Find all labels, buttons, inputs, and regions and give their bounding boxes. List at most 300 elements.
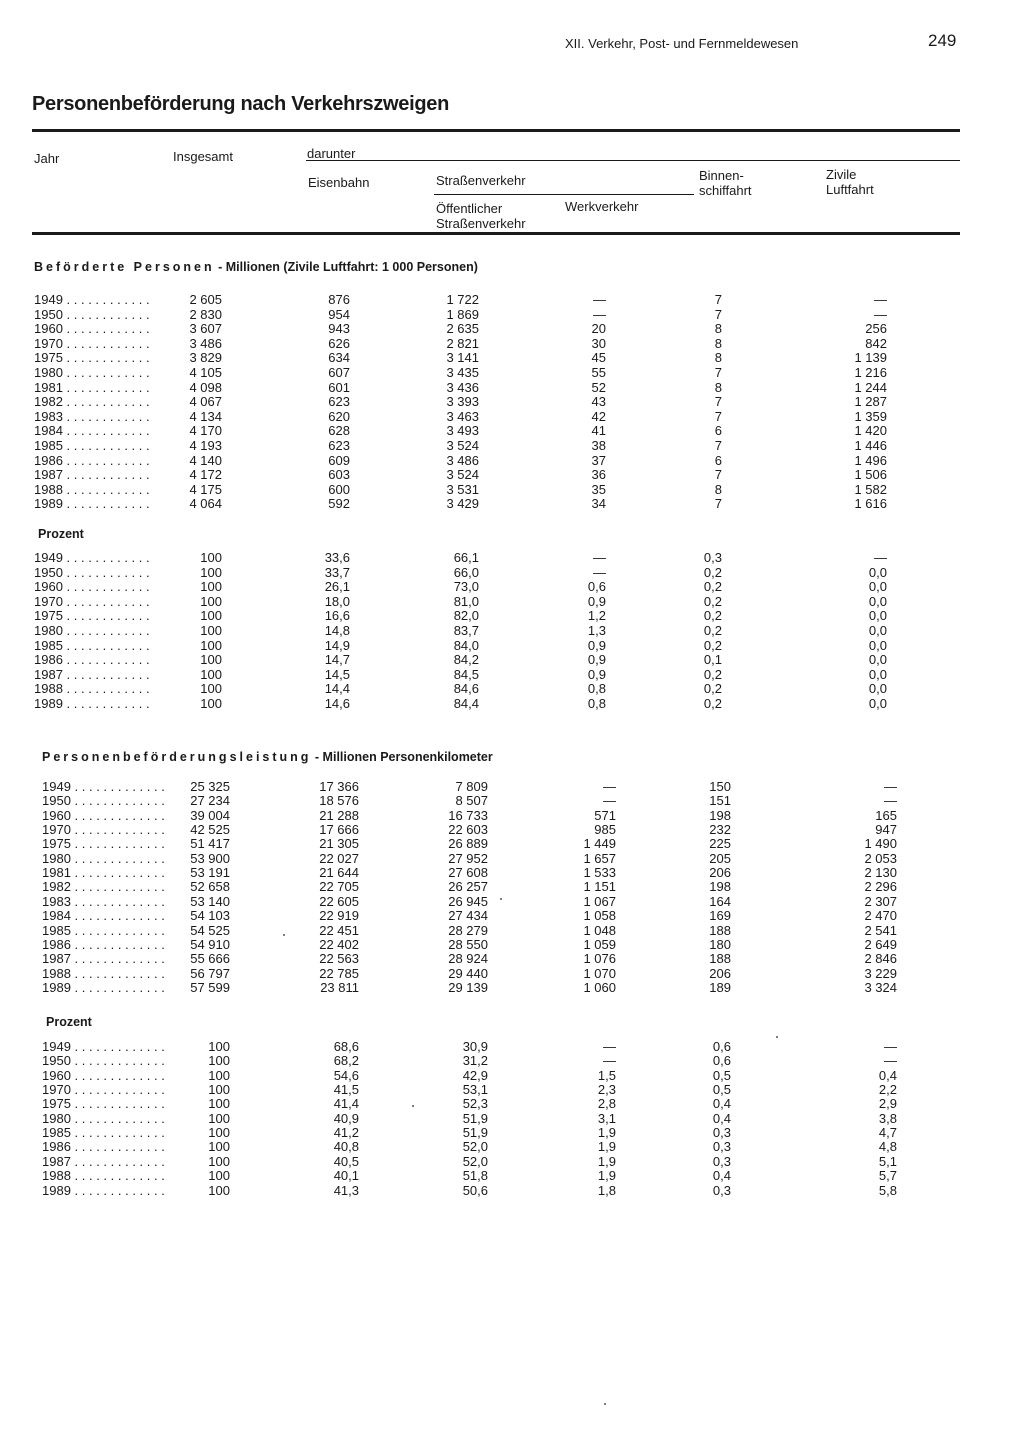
table-row: [0, 351, 1024, 365]
zivile-luftfahrt-cell: 3 324: [864, 979, 897, 995]
eisenbahn-cell: 21 288: [319, 807, 359, 823]
insgesamt-cell: 100: [208, 1139, 230, 1155]
zivile-luftfahrt-cell: —: [884, 1039, 897, 1054]
insgesamt-cell: 100: [200, 550, 222, 565]
oeffentlicher-strassenverkehr-cell: 53,1: [462, 1082, 488, 1098]
zivile-luftfahrt-cell: 2 296: [864, 879, 897, 895]
eisenbahn-cell: 22 705: [319, 879, 359, 895]
zivile-luftfahrt-cell: 0,0: [868, 623, 887, 638]
scan-speck: [283, 934, 285, 936]
binnenschiffahrt-cell: 0,3: [712, 1139, 731, 1155]
eisenbahn-cell: 21 305: [319, 836, 359, 852]
col-header-zivile-line1: Zivile: [826, 167, 857, 182]
table-row: [0, 624, 1024, 638]
section-title-spaced: Beförderte Personen: [34, 260, 215, 274]
page-number: 249: [928, 31, 957, 50]
insgesamt-cell: 100: [200, 681, 222, 697]
oeffentlicher-strassenverkehr-cell: 28 279: [448, 922, 488, 938]
binnenschiffahrt-cell: 0,4: [712, 1168, 731, 1184]
werkverkehr-cell: 2,3: [597, 1082, 616, 1098]
oeffentlicher-strassenverkehr-cell: 3 486: [446, 452, 479, 468]
year-cell: 1988 . . .: [42, 1169, 164, 1183]
binnenschiffahrt-cell: 8: [714, 321, 722, 337]
werkverkehr-cell: 20: [591, 321, 606, 337]
year-cell: 1989 . . .: [34, 697, 154, 711]
insgesamt-cell: 4 098: [189, 379, 222, 395]
year-cell: 1970 . . .: [34, 337, 154, 351]
werkverkehr-cell: 1,3: [587, 623, 606, 638]
zivile-luftfahrt-cell: 0,0: [868, 637, 887, 653]
table-row: [0, 837, 1024, 851]
werkverkehr-cell: 985: [594, 822, 616, 838]
table-row: [0, 780, 1024, 794]
insgesamt-cell: 100: [208, 1125, 230, 1141]
table-row: [0, 895, 1024, 909]
table-row: [0, 395, 1024, 409]
zivile-luftfahrt-cell: 0,0: [868, 608, 887, 624]
eisenbahn-cell: 14,9: [324, 637, 350, 653]
werkverkehr-cell: —: [603, 793, 616, 809]
binnenschiffahrt-cell: 0,6: [712, 1053, 731, 1069]
werkverkehr-cell: 42: [591, 408, 606, 424]
werkverkehr-cell: 1 067: [583, 893, 616, 909]
oeffentlicher-strassenverkehr-cell: 52,3: [462, 1096, 488, 1112]
oeffentlicher-strassenverkehr-cell: 3 141: [446, 350, 479, 366]
oeffentlicher-strassenverkehr-cell: 27 608: [448, 865, 488, 881]
werkverkehr-cell: 0,9: [587, 593, 606, 609]
werkverkehr-cell: 0,8: [587, 696, 606, 711]
table-row: [0, 1184, 1024, 1198]
insgesamt-cell: 3 829: [189, 350, 222, 366]
running-head: XII. Verkehr, Post- und Fernmeldewesen: [565, 36, 799, 51]
oeffentlicher-strassenverkehr-cell: 3 435: [446, 365, 479, 380]
table-row: [0, 337, 1024, 351]
zivile-luftfahrt-cell: 5,7: [878, 1168, 897, 1184]
oeffentlicher-strassenverkehr-cell: 26 889: [448, 836, 488, 852]
oeffentlicher-strassenverkehr-cell: 7 809: [455, 779, 488, 794]
werkverkehr-cell: 1 060: [583, 979, 616, 995]
binnenschiffahrt-cell: 8: [714, 379, 722, 395]
oeffentlicher-strassenverkehr-cell: 84,6: [453, 681, 479, 697]
eisenbahn-cell: 33,7: [324, 564, 350, 580]
zivile-luftfahrt-cell: 1 506: [854, 467, 887, 483]
eisenbahn-cell: 41,3: [333, 1182, 359, 1198]
oeffentlicher-strassenverkehr-cell: 2 821: [446, 335, 479, 351]
binnenschiffahrt-cell: 150: [709, 779, 731, 794]
werkverkehr-cell: 1 449: [583, 836, 616, 852]
binnenschiffahrt-cell: 232: [709, 822, 731, 838]
werkverkehr-cell: 2,8: [597, 1096, 616, 1112]
section-title-rest: - Millionen (Zivile Luftfahrt: 1 000 Personen): [214, 260, 478, 274]
zivile-luftfahrt-cell: 2 649: [864, 936, 897, 952]
insgesamt-cell: 4 064: [189, 496, 222, 512]
table-row: [0, 794, 1024, 808]
zivile-luftfahrt-cell: 2 541: [864, 922, 897, 938]
werkverkehr-cell: 35: [591, 481, 606, 497]
table-row: [0, 580, 1024, 594]
table-row: [0, 639, 1024, 653]
eisenbahn-cell: 17 666: [319, 822, 359, 838]
eisenbahn-cell: 14,4: [324, 681, 350, 697]
binnenschiffahrt-cell: 198: [709, 807, 731, 823]
werkverkehr-cell: 30: [591, 335, 606, 351]
year-cell: 1989 . . .: [42, 981, 164, 995]
binnenschiffahrt-cell: 8: [714, 335, 722, 351]
insgesamt-cell: 4 175: [189, 481, 222, 497]
werkverkehr-cell: 1 058: [583, 908, 616, 924]
insgesamt-cell: 25 325: [190, 779, 230, 794]
section-title-rest: - Millionen Personenkilometer: [311, 750, 493, 764]
year-cell: 1982 . . .: [34, 395, 154, 409]
werkverkehr-cell: 36: [591, 467, 606, 483]
binnenschiffahrt-cell: 0,3: [712, 1182, 731, 1198]
year-cell: 1981 . . .: [42, 866, 164, 880]
year-cell: 1988 . . .: [42, 967, 164, 981]
year-cell: 1949 . . .: [34, 551, 154, 565]
col-header-strassenverkehr: Straßenverkehr: [436, 173, 526, 188]
insgesamt-cell: 3 607: [189, 321, 222, 337]
section-title-personenbefoerderungsleistung: [42, 750, 493, 764]
binnenschiffahrt-cell: 7: [714, 306, 722, 322]
zivile-luftfahrt-cell: 1 216: [854, 365, 887, 380]
insgesamt-cell: 53 191: [190, 865, 230, 881]
zivile-luftfahrt-cell: 0,0: [868, 652, 887, 668]
binnenschiffahrt-cell: 205: [709, 850, 731, 866]
werkverkehr-cell: —: [593, 292, 606, 307]
binnenschiffahrt-cell: 0,3: [712, 1153, 731, 1169]
zivile-luftfahrt-cell: 1 496: [854, 452, 887, 468]
insgesamt-cell: 100: [200, 579, 222, 595]
insgesamt-cell: 100: [200, 652, 222, 668]
rule-darunter: [306, 160, 960, 161]
year-cell: 1985 . . .: [34, 439, 154, 453]
insgesamt-cell: 4 170: [189, 423, 222, 439]
insgesamt-cell: 100: [208, 1168, 230, 1184]
oeffentlicher-strassenverkehr-cell: 3 493: [446, 423, 479, 439]
table-row: [0, 1069, 1024, 1083]
binnenschiffahrt-cell: 0,3: [703, 550, 722, 565]
year-cell: 1980 . . .: [34, 624, 154, 638]
eisenbahn-cell: 22 919: [319, 908, 359, 924]
oeffentlicher-strassenverkehr-cell: 73,0: [453, 579, 479, 595]
zivile-luftfahrt-cell: 0,0: [868, 593, 887, 609]
eisenbahn-cell: 40,8: [333, 1139, 359, 1155]
eisenbahn-cell: 609: [328, 452, 350, 468]
oeffentlicher-strassenverkehr-cell: 50,6: [462, 1182, 488, 1198]
werkverkehr-cell: 3,1: [597, 1110, 616, 1126]
oeffentlicher-strassenverkehr-cell: 3 463: [446, 408, 479, 424]
werkverkehr-cell: 1,9: [597, 1168, 616, 1184]
insgesamt-cell: 100: [208, 1182, 230, 1198]
oeffentlicher-strassenverkehr-cell: 30,9: [462, 1039, 488, 1054]
year-cell: 1988 . . .: [34, 682, 154, 696]
table-row: [0, 1083, 1024, 1097]
col-header-insgesamt: Insgesamt: [173, 149, 233, 164]
oeffentlicher-strassenverkehr-cell: 26 257: [448, 879, 488, 895]
zivile-luftfahrt-cell: 1 420: [854, 423, 887, 439]
binnenschiffahrt-cell: 164: [709, 893, 731, 909]
werkverkehr-cell: —: [593, 564, 606, 580]
zivile-luftfahrt-cell: 2,2: [878, 1082, 897, 1098]
werkverkehr-cell: 55: [591, 365, 606, 380]
zivile-luftfahrt-cell: 256: [865, 321, 887, 337]
eisenbahn-cell: 634: [328, 350, 350, 366]
oeffentlicher-strassenverkehr-cell: 66,0: [453, 564, 479, 580]
oeffentlicher-strassenverkehr-cell: 3 429: [446, 496, 479, 512]
table-row: [0, 424, 1024, 438]
werkverkehr-cell: 1,5: [597, 1067, 616, 1083]
zivile-luftfahrt-cell: 947: [875, 822, 897, 838]
insgesamt-cell: 2 605: [189, 292, 222, 307]
insgesamt-cell: 52 658: [190, 879, 230, 895]
table-row: [0, 852, 1024, 866]
zivile-luftfahrt-cell: 2 470: [864, 908, 897, 924]
eisenbahn-cell: 14,7: [324, 652, 350, 668]
table-row: [0, 595, 1024, 609]
insgesamt-cell: 4 067: [189, 394, 222, 410]
table-title: Personenbeförderung nach Verkehrszweigen: [32, 93, 450, 115]
oeffentlicher-strassenverkehr-cell: 2 635: [446, 321, 479, 337]
oeffentlicher-strassenverkehr-cell: 51,9: [462, 1125, 488, 1141]
table-row: [0, 682, 1024, 696]
eisenbahn-cell: 17 366: [319, 779, 359, 794]
table-row: [0, 566, 1024, 580]
insgesamt-cell: 100: [200, 696, 222, 711]
insgesamt-cell: 2 830: [189, 306, 222, 322]
table-row: [0, 1112, 1024, 1126]
insgesamt-cell: 54 525: [190, 922, 230, 938]
col-header-zivile-luftfahrt: [826, 167, 874, 197]
eisenbahn-cell: 876: [328, 292, 350, 307]
zivile-luftfahrt-cell: 2 130: [864, 865, 897, 881]
eisenbahn-cell: 22 402: [319, 936, 359, 952]
section-2-percent-title: Prozent: [46, 1015, 92, 1029]
table-row: [0, 293, 1024, 307]
year-cell: 1982 . . .: [42, 880, 164, 894]
table-row: [0, 454, 1024, 468]
zivile-luftfahrt-cell: —: [874, 306, 887, 322]
year-cell: 1984 . . .: [42, 909, 164, 923]
zivile-luftfahrt-cell: 1 359: [854, 408, 887, 424]
binnenschiffahrt-cell: 0,3: [712, 1125, 731, 1141]
table-row: [0, 981, 1024, 995]
table-row: [0, 439, 1024, 453]
binnenschiffahrt-cell: 7: [714, 496, 722, 512]
eisenbahn-cell: 954: [328, 306, 350, 322]
binnenschiffahrt-cell: 198: [709, 879, 731, 895]
eisenbahn-cell: 18 576: [319, 793, 359, 809]
binnenschiffahrt-cell: 7: [714, 438, 722, 453]
zivile-luftfahrt-cell: 1 446: [854, 438, 887, 453]
werkverkehr-cell: 45: [591, 350, 606, 366]
year-cell: 1989 . . .: [34, 497, 154, 511]
werkverkehr-cell: —: [593, 306, 606, 322]
eisenbahn-cell: 628: [328, 423, 350, 439]
insgesamt-cell: 4 105: [189, 365, 222, 380]
binnenschiffahrt-cell: 0,2: [703, 637, 722, 653]
binnenschiffahrt-cell: 7: [714, 365, 722, 380]
year-cell: 1987 . . .: [34, 668, 154, 682]
col-header-zivile-line2: Luftfahrt: [826, 182, 874, 197]
oeffentlicher-strassenverkehr-cell: 3 531: [446, 481, 479, 497]
binnenschiffahrt-cell: 7: [714, 394, 722, 410]
year-cell: 1986 . . .: [42, 938, 164, 952]
eisenbahn-cell: 607: [328, 365, 350, 380]
eisenbahn-cell: 592: [328, 496, 350, 512]
zivile-luftfahrt-cell: 1 490: [864, 836, 897, 852]
year-cell: 1985 . . .: [34, 639, 154, 653]
scan-speck: [500, 898, 502, 900]
oeffentlicher-strassenverkehr-cell: 51,9: [462, 1110, 488, 1126]
insgesamt-cell: 57 599: [190, 979, 230, 995]
year-cell: 1950 . . .: [34, 566, 154, 580]
insgesamt-cell: 3 486: [189, 335, 222, 351]
werkverkehr-cell: 0,9: [587, 637, 606, 653]
oeffentlicher-strassenverkehr-cell: 83,7: [453, 623, 479, 638]
oeffentlicher-strassenverkehr-cell: 66,1: [453, 550, 479, 565]
table-row: [0, 697, 1024, 711]
werkverkehr-cell: 571: [594, 807, 616, 823]
oeffentlicher-strassenverkehr-cell: 3 393: [446, 394, 479, 410]
insgesamt-cell: 100: [208, 1082, 230, 1098]
werkverkehr-cell: 43: [591, 394, 606, 410]
table-row: [0, 381, 1024, 395]
eisenbahn-cell: 14,8: [324, 623, 350, 638]
insgesamt-cell: 100: [208, 1110, 230, 1126]
insgesamt-cell: 100: [200, 666, 222, 682]
binnenschiffahrt-cell: 189: [709, 979, 731, 995]
year-cell: 1983 . . .: [42, 895, 164, 909]
zivile-luftfahrt-cell: 2 846: [864, 951, 897, 967]
year-cell: 1980 . . .: [34, 366, 154, 380]
eisenbahn-cell: 41,2: [333, 1125, 359, 1141]
oeffentlicher-strassenverkehr-cell: 28 550: [448, 936, 488, 952]
werkverkehr-cell: 1 151: [583, 879, 616, 895]
table-row: [0, 1169, 1024, 1183]
year-cell: 1950 . . .: [42, 1054, 164, 1068]
table-row: [0, 609, 1024, 623]
eisenbahn-cell: 623: [328, 394, 350, 410]
oeffentlicher-strassenverkehr-cell: 81,0: [453, 593, 479, 609]
werkverkehr-cell: 41: [591, 423, 606, 439]
year-cell: 1960 . . .: [42, 809, 164, 823]
zivile-luftfahrt-cell: 0,0: [868, 681, 887, 697]
year-cell: 1960 . . .: [34, 322, 154, 336]
oeffentlicher-strassenverkehr-cell: 27 434: [448, 908, 488, 924]
zivile-luftfahrt-cell: 4,7: [878, 1125, 897, 1141]
scan-speck: [776, 1036, 778, 1038]
binnenschiffahrt-cell: 0,2: [703, 593, 722, 609]
oeffentlicher-strassenverkehr-cell: 52,0: [462, 1139, 488, 1155]
table-row: [0, 866, 1024, 880]
table-row: [0, 1140, 1024, 1154]
table-row: [0, 308, 1024, 322]
eisenbahn-cell: 41,4: [333, 1096, 359, 1112]
year-cell: 1980 . . .: [42, 852, 164, 866]
table-row: [0, 809, 1024, 823]
zivile-luftfahrt-cell: 4,8: [878, 1139, 897, 1155]
scan-speck: [412, 1105, 414, 1107]
year-cell: 1949 . . .: [34, 293, 154, 307]
zivile-luftfahrt-cell: 1 244: [854, 379, 887, 395]
col-header-oeffentlicher-line1: Öffentlicher: [436, 201, 503, 216]
year-cell: 1986 . . .: [42, 1140, 164, 1154]
insgesamt-cell: 53 900: [190, 850, 230, 866]
col-header-binnenschiffahrt: [699, 168, 752, 198]
binnenschiffahrt-cell: 7: [714, 408, 722, 424]
werkverkehr-cell: —: [603, 1053, 616, 1069]
year-cell: 1975 . . .: [34, 609, 154, 623]
eisenbahn-cell: 620: [328, 408, 350, 424]
table-row: [0, 880, 1024, 894]
insgesamt-cell: 100: [200, 637, 222, 653]
year-cell: 1989 . . .: [42, 1184, 164, 1198]
werkverkehr-cell: 1 059: [583, 936, 616, 952]
eisenbahn-cell: 623: [328, 438, 350, 453]
binnenschiffahrt-cell: 0,4: [712, 1110, 731, 1126]
binnenschiffahrt-cell: 225: [709, 836, 731, 852]
werkverkehr-cell: 0,9: [587, 652, 606, 668]
oeffentlicher-strassenverkehr-cell: 1 722: [446, 292, 479, 307]
binnenschiffahrt-cell: 7: [714, 292, 722, 307]
insgesamt-cell: 27 234: [190, 793, 230, 809]
table-row: [0, 410, 1024, 424]
year-cell: 1985 . . .: [42, 924, 164, 938]
eisenbahn-cell: 601: [328, 379, 350, 395]
year-cell: 1950 . . .: [42, 794, 164, 808]
oeffentlicher-strassenverkehr-cell: 1 869: [446, 306, 479, 322]
table-row: [0, 1054, 1024, 1068]
oeffentlicher-strassenverkehr-cell: 84,4: [453, 696, 479, 711]
zivile-luftfahrt-cell: 5,8: [878, 1182, 897, 1198]
insgesamt-cell: 100: [208, 1067, 230, 1083]
table-row: [0, 1155, 1024, 1169]
year-cell: 1980 . . .: [42, 1112, 164, 1126]
year-cell: 1984 . . .: [34, 424, 154, 438]
table-row: [0, 938, 1024, 952]
binnenschiffahrt-cell: 0,2: [703, 564, 722, 580]
table-row: [0, 668, 1024, 682]
rule-bottom: [32, 232, 960, 235]
section-title-spaced: Personenbeförderungsleistung: [42, 750, 312, 764]
section-1-percent-title: Prozent: [38, 527, 84, 541]
werkverkehr-cell: 1 070: [583, 965, 616, 981]
binnenschiffahrt-cell: 0,5: [712, 1082, 731, 1098]
zivile-luftfahrt-cell: —: [884, 793, 897, 809]
insgesamt-cell: 4 140: [189, 452, 222, 468]
oeffentlicher-strassenverkehr-cell: 42,9: [462, 1067, 488, 1083]
table-row: [0, 653, 1024, 667]
binnenschiffahrt-cell: 0,6: [712, 1039, 731, 1054]
table-row: [0, 483, 1024, 497]
table-row: [0, 909, 1024, 923]
binnenschiffahrt-cell: 8: [714, 481, 722, 497]
col-header-binnen-line2: schiffahrt: [699, 183, 752, 198]
col-header-oeffentlicher: [436, 201, 526, 231]
werkverkehr-cell: —: [603, 779, 616, 794]
col-header-binnen-line1: Binnen-: [699, 168, 744, 183]
zivile-luftfahrt-cell: 165: [875, 807, 897, 823]
year-cell: 1981 . . .: [34, 381, 154, 395]
year-cell: 1970 . . .: [34, 595, 154, 609]
year-cell: 1970 . . .: [42, 823, 164, 837]
section-title-befoerderte-personen: [34, 260, 478, 274]
insgesamt-cell: 100: [200, 608, 222, 624]
insgesamt-cell: 53 140: [190, 893, 230, 909]
zivile-luftfahrt-cell: 5,1: [878, 1153, 897, 1169]
year-cell: 1983 . . .: [34, 410, 154, 424]
werkverkehr-cell: 37: [591, 452, 606, 468]
